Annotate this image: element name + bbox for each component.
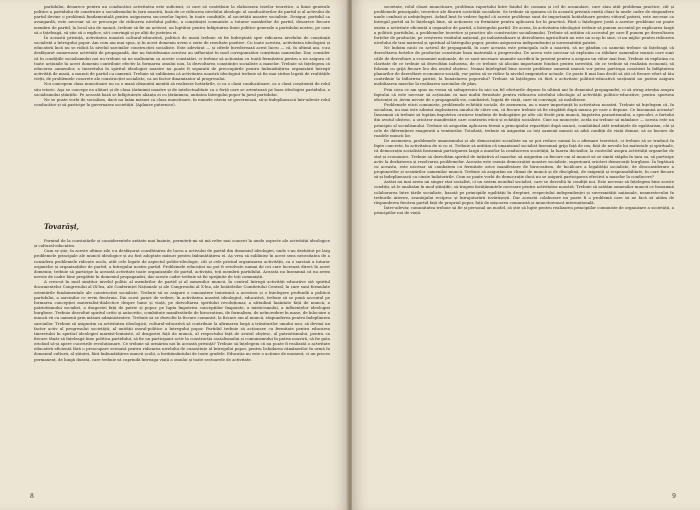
left-paragraph: Ne se poate vorbi de socialism, dacă nu luăm măsuri ca clasa muncitoare, în numele căreia se guvernează, să-și îndeplinească într-adevăr rolul conducător și să participe la guvernarea societății. (Aplauze puternice). bbox=[34, 96, 330, 107]
right-paragraph: Între-adevăr, comunitatea trebuie să fie și personal un model, să știe să lupte pentru realizarea principiilor comuniste de organizare a societății, a principiilor noi de viață. bbox=[374, 205, 674, 216]
right-paragraph: Astăzi nu mai avem un singur stat socialist, ci un sistem mondial socialist, care se dezvoltă în condiții noi. Este necesar să înțelegem bine aceste condiții, să le analizăm în mod științific, să tragem învățămintele necesare pentru activitatea noastră. Trebuie să arătăm oamenilor muncii ce înseamnă colaborarea între țările socialiste, bazată pe principiile egalității în drepturi, respectului independenței și suveranității naționale, neamestecului în treburile interne, avantajului reciproc și întrajutorării tovărășești. Dar această colaborare nu poate fi o problemă care să ne facă să uităm de răspunderea fiecărui partid față de propriul popor, față de mișcarea comunistă și muncitorească internațională. bbox=[374, 179, 674, 205]
left-paragraph: A crescut în mod simțitor nivelul politic al membrilor de partid și al oamenilor muncii. În centrul întregii activități educative stă spiritul documentelor Congresului al IX-lea, ale Conferinței Naționale și ale Congresului al X-lea, ale hotărârilor Comitetului Central, în care sunt formulate orientările fundamentale ale construcției socialiste. Trebuie să se asigure o cunoaștere temeinică a acestora și o înțelegere profundă a politicii partidului, a sarcinilor ce revin fiecăruia. Din acest punct de vedere, în activitatea noastră ideologică, educativă, trebuie să se pună accentul pe formarea concepției materialist-dialectice despre lume și viață, pe dezvoltarea spiritului revoluționar, a atitudinii înaintate față de muncă, a patriotismului socialist, a dragostei față de patrie și popor, pe lupta împotriva concepțiilor înapoiate, a misticismului, a influențelor ideologiei burgheze. Trebuie dezvoltat spiritul critic și autocritic, combătute manifestările de birocratism, de formalism, de neîncredere în mase, de înlocuire a muncii vii cu oamenii prin măsuri administrative. Trebuie să se dezvolte la fiecare comunist, la fiecare om al muncii, răspunderea pentru îndeplinirea sarcinilor. Trebuie să asigurăm ca activitatea ideologică, cultural-educativă să contribuie la afirmarea largă a trăsăturilor omului nou, să devină un factor activ al progresului societății, al unității moral-politice a întregului popor. Partidul trebuie să acționeze cu fermitate pentru educarea tineretului în spiritul ideologiei marxist-leniniste, al dragostei față de muncă, al respectului față de avutul obștesc, al patriotismului, pentru ca fiecare tânăr să înțeleagă bine politica partidului, să fie un participant activ la construcția socialismului și comunismului în patria noastră, să fie gata oricând să-și apere cuceririle revoluționare. Ce trebuie să urmărim noi în această privință? Trebuie să înțelegem că nu poate fi realizată o activitate educativă eficientă fără o preocupare serioasă pentru ridicarea nivelului de cunoștințe al întregului popor, pentru lichidarea rămânerilor în urmă în domeniul culturii, al științei, fără îmbunătățirea muncii școlii, a învățământului de toate gradele. Educația nu este o acțiune de moment, ci un proces permanent, de lungă durată, care trebuie să cuprindă întreaga viață a omului și toate sectoarele de activitate. bbox=[34, 279, 330, 362]
left-heading-area bbox=[34, 210, 330, 238]
left-paragraph: partidului, deoarece pentru un conducător activitatea este suficient, ci care să contribuie la elaborarea tezelor teoretice, a liniei generale politice a partidului de construire a socialismului în țara noastră, însă de ce ridicarea nivelului ideologic al conducătorilor de partid și al activului de partid devine o problemă fundamentală pentru asigurarea succeselor luptei, în toate condițiile, al societății noastre socialiste. Desigur, partidul ca avangardă, este necesar să se preocupe de ridicarea nivelului politic, a conștiinței comuniste a tuturor membrilor de partid, deoarece fiecare membru de partid, la locul său de muncă, trebuie să fie un activist, un luptător pentru înfăptuirea liniei politice generale a partidului nostru, pe care să o înțeleagă, să știe să o explice, să-i convingă și pe alții de justețea ei. bbox=[34, 4, 330, 35]
left-page bbox=[0, 0, 348, 510]
right-paragraph: societate, rolul clasei muncitoare, problema raportului între fondul de consum și cel de acumulare, care stau atât problema practice, cât și problemele principiale, teoretice ale făuririi societății socialiste. Se trebuie să spunem că în această privință există chiar la unele cadre de răspundere unele confuzii și neînțelegeri. Având însă în vedere faptul că aceste probleme sunt de importanță hotărâtoare pentru viitorul patriei, este necesar ca întregul partid să le înțeleagă bine, să acționeze cu fermitate pentru aplicarea lor în practică. Fără o înțelegere justă a acestor probleme nu poate exista o activitate eficientă a organelor de partid, a întregului partid. De aceea, în activitatea ideologică trebuie să punem accentul pe explicarea largă a politicii partidului, a problemelor teoretice și practice ale construcției socialismului. Trebuie să arătăm că accentul pe care îl punem pe dezvoltarea forțelor de producție, pe creșterea venitului național, pe industrializare și dezvoltarea agriculturii nu este un scop în sine, ci un mijloc pentru ridicarea nivelului de trai material și spiritual al întregului popor, pentru asigurarea independenței și suveranității patriei. bbox=[374, 4, 674, 46]
left-paragraph: Noi concepem clasa muncitoare nu ca o masă obișnuită menită să realizeze hotărârile, ci ca o clasă conducătoare, ca o clasă conștientă de rolul său istoric. Aşa se concepe ea alături și de clasa țărănimii noastre și de intelectualitate ca o forță care se orientează pe baza ideologiei partidului, a socialismului științific. Pe această bază se înfăptuiește alianța ei cu țărănimea, unitatea întregului popor în jurul partidului. bbox=[34, 81, 330, 97]
left-text-top bbox=[34, 4, 330, 210]
right-paragraph: Prin ceea ce am spus nu vreau să subapreciez în nici un fel eforturile depuse în ultimii ani în domeniul propagandei, ci să atrag atenția asupra faptului că este necesar să acționăm cu mai multă fermitate pentru ridicarea nivelului ideologic al activității politico-educative, pentru sporirea eficienței ei. Avem nevoie de o propagandă vie, combativă, legată de viață, care să convingă, să mobilizeze. bbox=[374, 86, 674, 102]
right-paragraph: Problemele eticii comuniste, problemele echității sociale, de asemenea, au o mare importanță în activitatea noastră. Trebuie să înțelegem că, în socialism, nu mai este admisă exploatarea omului de către om, că fiecare trebuie să fie răsplătit după munca pe care o depune. Ce înseamnă aceasta? Înseamnă că trebuie să luptăm împotriva oricăror tendințe de îmbogățire pe alte căi decât prin muncă, împotriva parazitismului, a speculei, a furtului din avutul obștesc, a oricăror manifestări care contravin eticii și echității socialiste. Cine nu muncește, acela nu trebuie să mănânce — acesta este un principiu al socialismului. Trebuie să asigurăm aplicarea fermă a principiului repartiției după muncă, combătând atât tendințele de egalitarism, cât și cele de diferențiere exagerată a veniturilor. Totodată, trebuie să asigurăm ca toți oamenii muncii să aibă condiții de viață demne, să se bucure de roadele muncii lor. bbox=[374, 101, 674, 138]
left-paragraph: În această privință, activitatea noastră cultural-educativă, politică de masă trebuie să fie îndreptată spre ridicarea nivelului de conștiință socialistă a întregului popor. Am cum am mai spus, și în acest domeniu avem o serie de rezultate pozitive. Cu toate acestea, activitatea ideologică și educativă încă nu se ridică la nivelul sarcinilor construcției socialiste. Este adevărat — și cifrele învederează acest lucru — că, în ultimii ani, s-au desfășurat numeroase activități de propagandă, dar nu întotdeauna acestea au influențat în mod corespunzător conștiința oamenilor. Dar, consider că în condițiile socialismului noi nu trebuie să ne mulțumim cu aceste constatări, ci trebuie să acționăm cu toată fermitatea pentru a ne asigura că toate acțiunile în acest domeniu contribuie efectiv la formarea omului nou, la dezvoltarea conștiinței socialiste a maselor. Trebuie să înțelegem că educarea oamenilor, a tineretului în spiritul ideologiei noastre nu poate fi separată de preocupările pentru îmbunătățirea organizării întregii activități de masă, a muncii de partid cu oamenii. Trebuie să subliniem că activitatea noastră ideologică trebuie să fie mai strâns legată de realitățile vieții, de problemele concrete ale construcției socialiste, ca un factor dinamizator al progresului. bbox=[34, 34, 330, 82]
page-number-left: 8 bbox=[30, 493, 34, 500]
page-number-right: 9 bbox=[672, 493, 676, 500]
left-paragraph: Cum se știe, în aceste ultime zile s-a desfășurat consfătuirea de lucru a activului de partid din domeniul ideologiei, unde s-au dezbătut pe larg problemele principale ale muncii ideologice și au fost adoptate măsuri pentru îmbunătățirea ei. Aș vrea să subliniez în acest sens necesitatea de a considera problemele ridicate acolo, atât cele legate de aspectul politic-ideologic, cât și cele privind organizarea activității, ca o sarcină a tuturor organelor și organizațiilor de partid, a întregului nostru partid. Problemele educației nu pot fi rezolvate numai de cei care lucrează direct în acest domeniu; trebuie să participe la această activitate toate organizațiile de partid, activiștii, toți membrii partidului. Aceasta nu înseamnă că nu avem nevoie de cadre bine pregătite în domeniul propagandei, dar aceste cadre trebuie să fie sprijinite de toți comuniștii. bbox=[34, 248, 330, 280]
section-heading: Tovarăși, bbox=[44, 222, 79, 231]
left-paragraph: Pornind de la constatările și considerentele arătate mai înainte, permiteți-mi să mă refer mai concret la unele aspecte ale activității ideologice și cultural-educative. bbox=[34, 238, 330, 249]
left-text-bottom bbox=[34, 238, 330, 486]
right-text bbox=[374, 4, 674, 490]
right-page bbox=[352, 0, 700, 510]
right-paragraph: Ne îndoim nicăi cu activul de propagandă, în care aceasta este principala cale a noastră, să ne gândim ca oamenii trebuie să înțeleagă că dezvoltarea forțelor de producție constituie baza materială a progresului. De aceea este necesar să explicăm cu răbdare oamenilor muncii care sunt căile de dezvoltare a economiei naționale, de ce sunt necesare anumite sacrificii în prezent pentru a asigura un viitor mai bun. Trebuie să explicăm cu claritate de ce trebuie să dezvoltăm industria, de ce trebuie să alocăm importante fonduri pentru investiții, de ce trebuie să realizăm economii, să folosim cu grijă fiecare leu din avutul obștesc. Numai înțelegând bine aceste probleme oamenii muncii vor putea participa conștient la înfăptuirea planurilor de dezvoltare economico-socială, vor putea să se ridice la nivelul exigențelor actuale. Ce poate fi mai bun decât să știi că fiecare efort al tău contribuie la înflorirea patriei, la bunăstarea poporului? Trebuie să înțelegem că fără o activitate politică-educativă susținută nu putem asigura mobilizarea maselor la realizarea sarcinilor de plan. bbox=[374, 45, 674, 87]
right-paragraph: De asemenea, problemele umanismului și ale democrației socialiste nu se pot reduce numai la o afirmare teoretică, ci trebuie să se traducă în fapte concrete, în activitatea de zi cu zi. Trebuie să arătăm că umanismul socialist înseamnă grija față de om, față de nevoile lui materiale și spirituale, că democrația socialistă înseamnă participarea largă a maselor la conducerea societății, la luarea deciziilor, la controlul asupra activității organelor de stat și economice. Trebuie să dezvoltăm spiritul de inițiativă al maselor, să asigurăm ca fiecare om al muncii să se simtă stăpân în țara sa, să participe activ la dezbaterea și rezolvarea problemelor. Aceasta este esența democrației noastre socialiste, superioară oricărei democrații burgheze. În legătură cu aceasta, este necesar să combatem cu fermitate orice manifestare de birocratism, de încălcare a legalității socialiste, de desconsiderare a propunerilor și sesizărilor oamenilor muncii. Trebuie să asigurăm un climat de muncă și de disciplină, de exigență și responsabilitate, în care fiecare să-și îndeplinească cu cinste îndatoririle. Cum se poate vorbi de democrație dacă nu se asigură participarea efectivă a maselor la conducere? bbox=[374, 138, 674, 180]
